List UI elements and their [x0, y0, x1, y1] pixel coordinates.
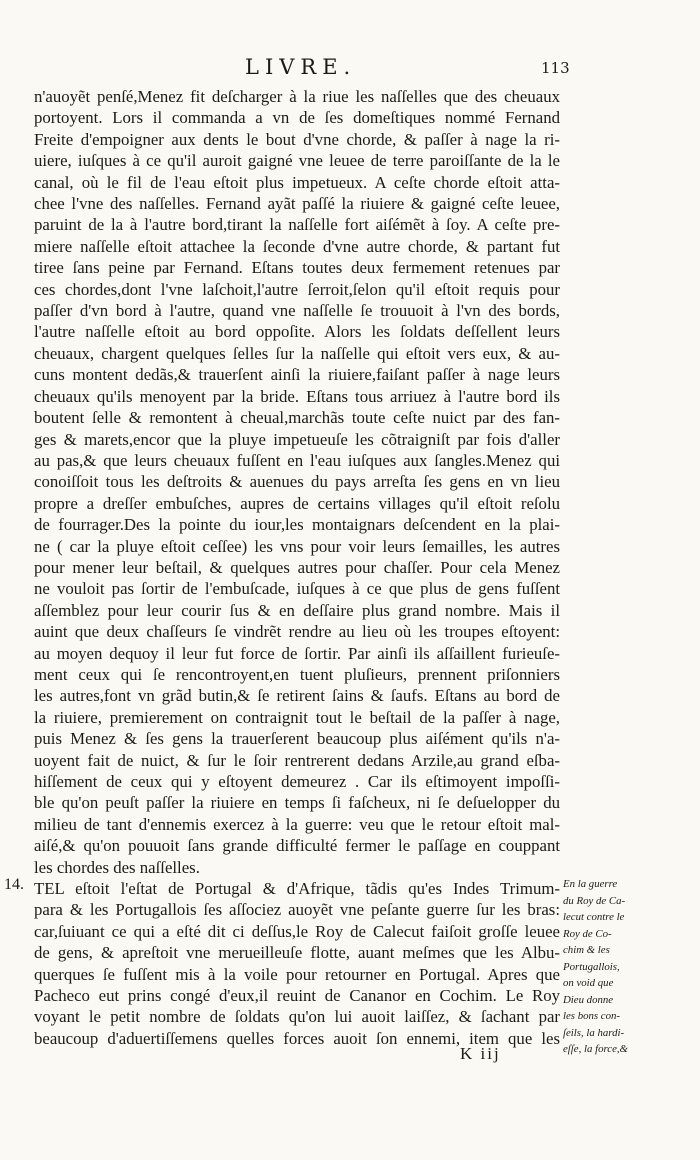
text-line: portoyent. Lors il commanda a vn de ſes domeſtiques nommé Fernand	[34, 108, 560, 128]
text-line: milieu de tant d'ennemis exercez à la guerre: veu que le retour eſtoit mal-	[34, 814, 560, 834]
text-line: para & les Portugallois ſes aſſociez auoyẽt vne peſante guerre ſur les bras:	[34, 900, 560, 920]
text-line: cheuaux, chargent quelques ſelles ſur la naſſelle qui eſtoit vers eux, & au-	[34, 343, 560, 363]
text-line: cuns montent dedãs,& trauerſent ainſi la riuiere,faiſant paſſer à nage leurs	[34, 365, 560, 385]
marginal-note-line: chim & les	[563, 944, 610, 956]
text-line: querques ſe fuſſent mis à la voile pour retourner en Portugal. Apres que	[34, 964, 560, 984]
text-line: car,ſuiuant ce qui a eſté dit ci deſſus,le Roy de Calecut faiſoit groſſe leuee	[34, 921, 560, 941]
text-line: aiſé,& qu'on pouuoit ſans grande difficulté fermer le paſſage en couppant	[34, 836, 560, 856]
text-line: paruint de la à l'autre bord,tirant la naſſelle fort aiſémẽt à ſoy. A ceſte pre-	[34, 215, 560, 235]
marginal-note-line: eſſe, la force,&	[563, 1043, 628, 1055]
page-header	[0, 52, 700, 82]
main-text-column	[34, 86, 560, 1049]
text-line: Freite d'empoigner aux dents le bout d'vne chorde, & paſſer à nage la ri-	[34, 129, 560, 149]
text-line: ces chordes,dont l'vne laſchoit,l'autre ſerroit,ſelon qu'il eſtoit requis pour	[34, 279, 560, 299]
text-line: propre a dreſſer embuſches, aupres de certains villages qu'il eſtoit reſolu	[34, 493, 560, 513]
marginal-note-line: Dieu donne	[563, 993, 614, 1006]
text-line: Pacheco eut prins congé d'eux,il reuint de Cananor en Cochim. Le Roy	[34, 986, 560, 1006]
signature-mark: K iij	[460, 1044, 501, 1063]
paragraph-number: 14.	[4, 876, 24, 893]
text-line: auint que deux chaſſeurs ſe vindrẽt rendre au lieu où les troupes eſtoyent:	[34, 622, 560, 642]
text-line: ne vouloit pas ſortir de l'embuſcade, iuſques à ce que plus de gens fuſſent	[34, 579, 560, 599]
marginal-note-line: lecut contre le	[563, 911, 625, 923]
text-line: au moyen dequoy il leur fut force de ſortir. Par ainſi ils aſſaillent furieuſe-	[34, 643, 560, 663]
text-line: l'autre naſſelle eſtoit au bord oppoſite. Alors les ſoldats deſſellent leurs	[34, 322, 560, 342]
text-line: de gens, & apreſtoit vne merueilleuſe flotte, auant meſmes que les Albu-	[34, 943, 560, 963]
text-line: hiſſement de ceux qui y eſtoyent demeurez . Car ils eſtimoyent impoſſi-	[34, 772, 560, 791]
text-line: beaucoup d'aduertiſſemens quelles forces auoit ſon ennemi, item que les	[34, 1028, 560, 1048]
text-line: de fourrager.Des la pointe du iour,les montaignars deſcendent en la plai-	[34, 515, 560, 535]
marginal-note	[563, 876, 673, 1058]
marginal-note-line: ſeils, la hardi-	[563, 1026, 625, 1039]
marginal-note-line: Portugallois,	[563, 960, 620, 973]
marginal-note-line: on void que	[563, 977, 614, 989]
text-line: les chordes des naſſelles.	[34, 857, 200, 877]
text-line: ble qu'on peuſt paſſer la riuiere en temps ſi faſcheux, ni ſe deſuelopper du	[34, 793, 560, 813]
text-line: aſſemblez pour leur courir ſus & en deſſaire plus grand nombre. Mais il	[34, 600, 560, 620]
text-line: boutent ſelle & remontent à cheual,marchãs toute ceſte nuict par des fan-	[34, 408, 560, 428]
marginal-note-line: les bons con-	[563, 1010, 620, 1022]
marginal-note-line: du Roy de Ca-	[563, 894, 626, 907]
text-line: uiere, iuſques à ce qu'il auroit gaigné vne leuee de terre paroiſſante de la le	[34, 151, 560, 171]
text-line: voyant le petit nombre de ſoldats qu'on lui auoit laiſſez, & ſachant par	[34, 1007, 560, 1027]
text-line: miere naſſelle eſtoit attachee la ſeconde d'vne autre chorde, & partant fut	[34, 236, 560, 256]
text-line: la riuiere, premierement on contraignit tout le beſtail de la paſſer à nage,	[34, 707, 560, 727]
running-head: LIVRE.	[245, 55, 357, 79]
text-line: ges & marets,encor que la pluye impetueuſe les cõtraigniſt par fois d'aller	[34, 429, 560, 449]
text-line: uoyent fait de nuict, & ſur le ſoir rentrerent dedans Arzile,au grand eſba-	[34, 750, 560, 770]
text-line: puis Menez & ſes gens la trauerſerent beaucoup plus aiſément qu'ils n'a-	[34, 729, 560, 749]
text-line: ment ceux qui ſe rencontroyent,en tuent pluſieurs, prennent priſonniers	[34, 664, 560, 684]
text-line: au pas,& que leurs cheuaux fuſſent en l'eau iuſques aux ſangles.Menez qui	[34, 450, 560, 470]
marginal-note-line: En la guerre	[563, 878, 618, 890]
text-line: ne ( car la pluye eſtoit ceſſee) les vns pour voir leurs ſemailles, les autres	[34, 536, 560, 556]
marginal-note-line: Roy de Co-	[563, 927, 612, 940]
text-line: paſſer d'vn bord à l'autre, quand vne naſſelle ſe trouuoit à l'vn des bords,	[34, 301, 560, 321]
text-line: tiree ſans peine par Fernand. Eſtans toutes deux fermement retenues par	[34, 258, 560, 278]
text-line: conoiſſoit tous les deſtroits & auenues du pays arreſta ſes gens en vn lieu	[34, 472, 560, 492]
text-line: chee l'vne des naſſelles. Fernand ayãt paſſé la riuiere & gaigné ceſte leuee,	[34, 194, 560, 214]
text-line: pour mener leur beſtail, & quelques autres pour chaſſer. Pour cela Menez	[34, 557, 560, 577]
page-number: 113	[541, 59, 570, 77]
text-line: canal, où le fil de l'eau eſtoit plus impetueux. A ceſte chorde eſtoit atta-	[34, 172, 560, 192]
text-line: TEL eſtoit l'eſtat de Portugal & d'Afrique, tãdis qu'es Indes Trimum-	[34, 879, 560, 899]
text-line: les autres,font vn grãd butin,& ſe retirent ſains & ſaufs. Eſtans au bord de	[34, 686, 560, 706]
text-line: cheuaux qu'ils menoyent par la bride. Eſtans tous arriuez à l'autre bord ils	[34, 386, 560, 406]
text-line: n'auoyẽt penſé,Menez fit deſcharger à la riue les naſſelles que des cheuaux	[34, 87, 560, 106]
